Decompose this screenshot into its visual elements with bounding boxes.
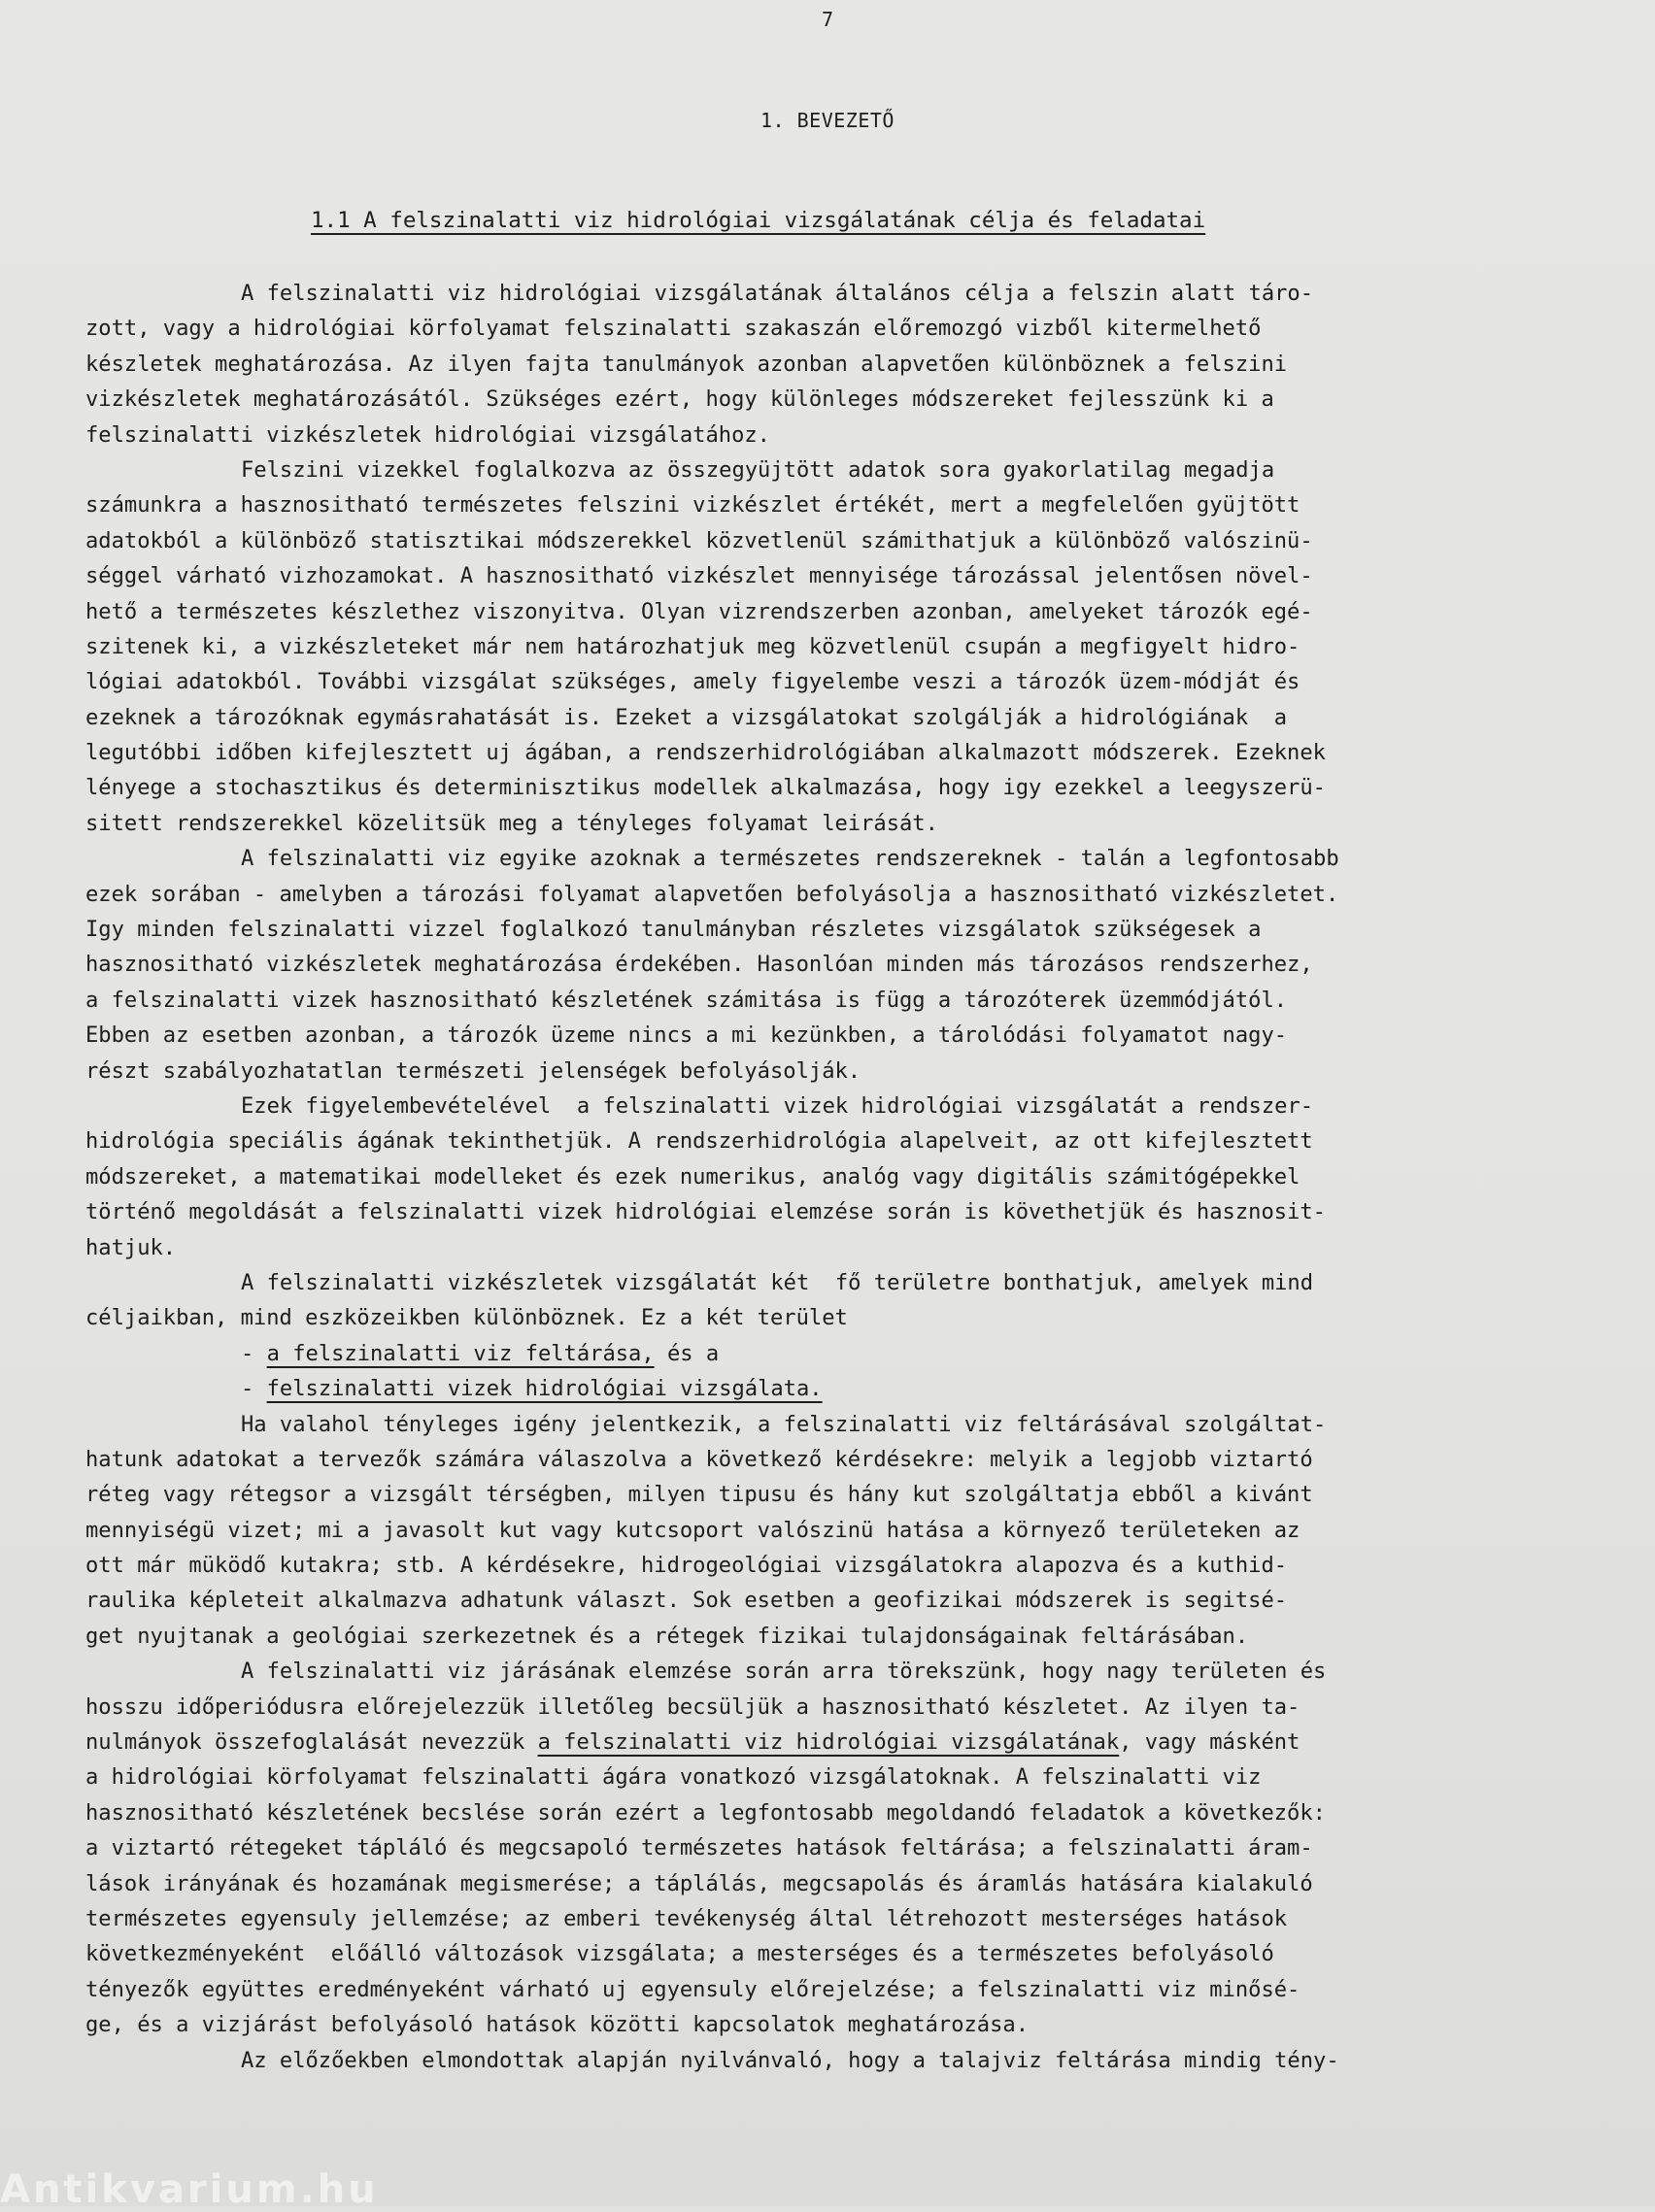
line-prefix: nulmányok összefoglalását nevezzük — [85, 1729, 538, 1756]
text-line: hető a természetes készlethez viszonyitva. Olyan vizrendszerben azonban, amelyeket tározók egé- — [85, 598, 1313, 624]
text-line: A felszinalatti viz járásának elemzése során arra törekszünk, hogy nagy területen és — [241, 1659, 1327, 1685]
text-line: get nyujtanak a geológiai szerkezetnek és a rétegek fizikai tulajdonságainak feltárásában. — [85, 1623, 1249, 1649]
text-line: ott már müködő kutakra; stb. A kérdésekre, hidrogeológiai vizsgálatokra alapozva és a kuthid- — [85, 1553, 1288, 1579]
text-line — [85, 1336, 1445, 1371]
line-suffix: és a — [654, 1340, 720, 1366]
text-line: készletek meghatározása. Az ilyen fajta tanulmányok azonban alapvetően különböznek a felszini — [85, 351, 1288, 377]
text-line: tényezők együttes eredményeként várható uj egyensuly előrejelzése; a felszinalatti viz minősé- — [85, 1976, 1300, 2002]
text-line: szitenek ki, a vizkészleteket már nem határozhatjuk meg közvetlenül csupán a megfigyelt hidro- — [85, 633, 1300, 659]
text-line: módszereket, a matematikai modelleket és ezek numerikus, analóg vagy digitális számitógépekkel — [85, 1163, 1300, 1190]
line-prefix: - — [241, 1376, 267, 1402]
text-line: hatjuk. — [85, 1234, 177, 1260]
text-line: lások irányának és hozamának megismerése; a táplálás, megcsapolás és áramlás hatására kialakuló — [85, 1870, 1313, 1896]
text-line: a hidrológiai körfolyamat felszinalatti ágára vonatkozó vizsgálatoknak. A felszinalatti viz — [85, 1764, 1262, 1791]
line-prefix: - — [241, 1340, 267, 1366]
text-line: a viztartó rétegeket tápláló és megcsapoló természetes hatások feltárása; a felszinalatti áram- — [85, 1835, 1313, 1861]
text-line: a felszinalatti vizek hasznositható készletének számitása is függ a tározóterek üzemmódjától. — [85, 987, 1288, 1013]
text-line: sitett rendszerekkel közelitsük meg a tényleges folyamat leirását. — [85, 810, 938, 836]
text-line: részt szabályozhatatlan természeti jelenségek befolyásolják. — [85, 1057, 861, 1084]
text-line: következményeként előálló változások vizsgálata; a mesterséges és a természetes befolyásoló — [85, 1941, 1274, 1967]
text-line: séggel várható vizhozamokat. A hasznositható vizkészlet mennyisége tározással jelentősen növel- — [85, 563, 1313, 589]
text-line: céljaikban, mind eszközeikben különböznek. Ez a két terület — [85, 1305, 848, 1331]
section-title-text: 1.1 A felszinalatti viz hidrológiai vizsgálatának célja és feladatai — [311, 208, 1206, 233]
text-line: ge, és a vizjárást befolyásoló hatások közötti kapcsolatok meghatározása. — [85, 2012, 1030, 2038]
text-line — [85, 1725, 1445, 1760]
chapter-title: 1. BEVEZETŐ — [760, 109, 895, 132]
text-line: lényege a stochasztikus és determinisztikus modellek alkalmazása, hogy igy ezekkel a leegyszerü- — [85, 775, 1326, 801]
text-line: vizkészletek meghatározásától. Szükséges ezért, hogy különleges módszereket fejlesszünk ki a — [85, 386, 1274, 413]
text-line: mennyiségü vizet; mi a javasolt kut vagy kutcsoport valószinü hatása a környező területeken az — [85, 1517, 1300, 1543]
text-line: zott, vagy a hidrológiai körfolyamat felszinalatti szakaszán előremozgó vizből kitermelhető — [85, 316, 1262, 342]
underlined-phrase: a felszinalatti viz feltárása, — [266, 1340, 655, 1366]
underlined-phrase: felszinalatti vizek hidrológiai vizsgálata. — [266, 1376, 823, 1402]
text-line: ezeknek a tározóknak egymásrahatását is. Ezeket a vizsgálatokat szolgálják a hidrológiának a — [85, 704, 1288, 730]
text-line: lógiai adatokból. További vizsgálat szükséges, amely figyelembe veszi a tározók üzem-módját és — [85, 669, 1300, 695]
text-line: Igy minden felszinalatti vizzel foglalkozó tanulmányban részletes vizsgálatok szükségesek a — [85, 917, 1262, 943]
text-line: A felszinalatti viz hidrológiai vizsgálatának általános célja a felszin alatt táro- — [241, 281, 1314, 306]
text-line: ezek sorában - amelyben a tározási folyamat alapvetően befolyásolja a hasznositható vizkészletet. — [85, 881, 1339, 907]
line-suffix: , vagy másként — [1119, 1729, 1300, 1756]
page-number: 7 — [821, 8, 834, 31]
text-line: A felszinalatti vizkészletek vizsgálatát két fő területre bonthatjuk, amelyek mind — [241, 1269, 1314, 1295]
text-line: A felszinalatti viz egyike azoknak a természetes rendszereknek - talán a legfontosabb — [241, 846, 1339, 872]
text-line — [85, 1371, 1445, 1406]
text-line: hidrológia speciális ágának tekinthetjük. A rendszerhidrológia alapelveit, az ott kifejlesztett — [85, 1128, 1313, 1155]
text-line: felszinalatti vizkészletek hidrológiai vizsgálatához. — [85, 421, 770, 448]
text-line: legutóbbi időben kifejlesztett uj ágában, a rendszerhidrológiában alkalmazott módszerek. Ezeknek — [85, 740, 1326, 766]
text-line: történő megoldását a felszinalatti vizek hidrológiai elemzése során is követhetjük és hasznosit- — [85, 1199, 1326, 1225]
text-line: raulika képleteit alkalmazva adhatunk választ. Sok esetben a geofizikai módszerek is segitsé- — [85, 1588, 1288, 1614]
text-line: hasznositható vizkészletek meghatározása érdekében. Hasonlóan minden más tározásos rendszerhez, — [85, 952, 1313, 978]
text-line: Az előzőekben elmondottak alapján nyilvánvaló, hogy a talajviz feltárása mindig tény- — [241, 2047, 1339, 2073]
text-line: adatokból a különböző statisztikai módszerekkel közvetlenül számithatjuk a különböző valószinü- — [85, 527, 1313, 553]
text-line: számunkra a hasznositható természetes felszini vizkészlet értékét, mert a megfelelően gyüjtött — [85, 492, 1300, 519]
text-line: hasznositható készletének becslése során ezért a legfontosabb megoldandó feladatok a következők: — [85, 1799, 1326, 1826]
text-line: réteg vagy rétegsor a vizsgált térségben, milyen tipusu és hány kut szolgáltatja ebből a kivánt — [85, 1482, 1313, 1508]
watermark: Antikvarium.hu — [0, 2167, 379, 2212]
body-text — [85, 276, 1445, 2078]
text-line: természetes egyensuly jellemzése; az emberi tevékenység által létrehozott mesterséges hatások — [85, 1905, 1288, 1931]
section-title — [311, 208, 1301, 233]
text-line: Ha valahol tényleges igény jelentkezik, a felszinalatti viz feltárásával szolgáltat- — [241, 1411, 1327, 1437]
text-line: hatunk adatokat a tervezők számára válaszolva a következő kérdésekre: melyik a legjobb viztartó — [85, 1446, 1313, 1472]
text-line: hosszu időperiódusra előrejelezzük illetőleg becsüljük a hasznositható készletet. Az ilyen ta- — [85, 1693, 1300, 1720]
underlined-phrase: a felszinalatti viz hidrológiai vizsgálatának — [537, 1729, 1120, 1756]
text-line: Ezek figyelembevételével a felszinalatti vizek hidrológiai vizsgálatát a rendszer- — [241, 1092, 1314, 1119]
text-line: Felszini vizekkel foglalkozva az összegyüjtött adatok sora gyakorlatilag megadja — [241, 456, 1275, 483]
text-line: Ebben az esetben azonban, a tározók üzeme nincs a mi kezünkben, a tárolódási folyamatot nagy- — [85, 1022, 1288, 1049]
